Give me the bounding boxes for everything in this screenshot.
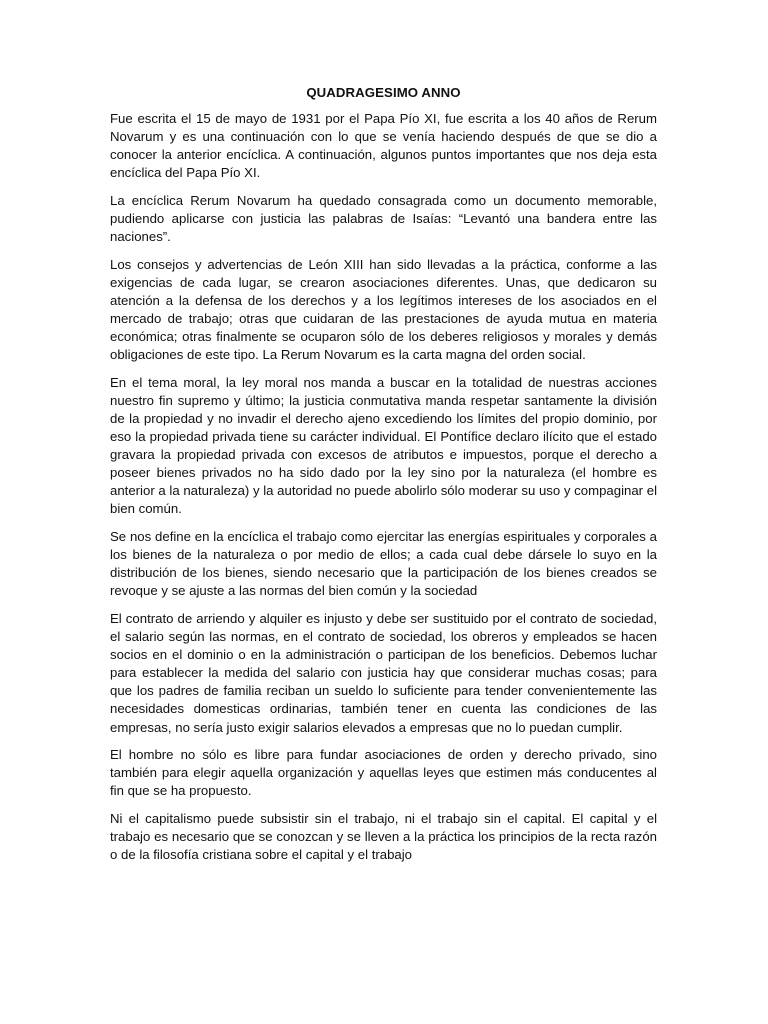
document-page xyxy=(110,84,657,874)
paragraph-3: Los consejos y advertencias de León XIII han sido llevadas a la práctica, conforme a las exigencias de cada lugar, se crearon asociaciones diferentes. Unas, que dedicaron su atención a la defensa de los derechos y a los legítimos intereses de los asociados en el mercado de trabajo; otras que cuidaran de las prestaciones de ayuda mutua en materia económica; otras finalmente se ocuparon sólo de los deberes religiosos y morales y demás obligaciones de este tipo. La Rerum Novarum es la carta magna del orden social. xyxy=(110,256,657,363)
paragraph-4: En el tema moral, la ley moral nos manda a buscar en la totalidad de nuestras acciones nuestro fin supremo y último; la justicia conmutativa manda respetar santamente la división de la propiedad y no invadir el derecho ajeno excediendo los límites del propio dominio, por eso la propiedad privada tiene su carácter individual. El Pontífice declaro ilícito que el estado gravara la propiedad privada con excesos de atributos e impuestos, porque el derecho a poseer bienes privados no ha sido dado por la ley sino por la naturaleza (el hombre es anterior a la naturaleza) y la autoridad no puede abolirlo sólo moderar su uso y compaginar el bien común. xyxy=(110,374,657,517)
paragraph-8: Ni el capitalismo puede subsistir sin el trabajo, ni el trabajo sin el capital. El capital y el trabajo es necesario que se conozcan y se lleven a la práctica los principios de la recta razón o de la filosofía cristiana sobre el capital y el trabajo xyxy=(110,810,657,863)
paragraph-7: El hombre no sólo es libre para fundar asociaciones de orden y derecho privado, sino también para elegir aquella organización y aquellas leyes que estimen más conducentes al fin que se ha propuesto. xyxy=(110,747,657,799)
paragraph-1: Fue escrita el 15 de mayo de 1931 por el Papa Pío XI, fue escrita a los 40 años de Rerum Novarum y es una continuación con lo que se venía haciendo después de que se dio a conocer la anterior encíclica. A continuación, algunos puntos importantes que nos deja esta encíclica del Papa Pío XI. xyxy=(110,111,657,181)
paragraph-2: La encíclica Rerum Novarum ha quedado consagrada como un documento memorable, pudiendo aplicarse con justicia las palabras de Isaías: “Levantó una bandera entre las naciones”. xyxy=(110,192,657,245)
paragraph-6: El contrato de arriendo y alquiler es injusto y debe ser sustituido por el contrato de sociedad, el salario según las normas, en el contrato de sociedad, los obreros y empleados se hacen socios en el dominio o en la administración o participan de los beneficios. Debemos luchar para establecer la medida del salario con justicia hay que considerar muchas cosas; para que los padres de familia reciban un sueldo lo suficiente para tender convenientemente las necesidades domesticas ordinarias, también tener en cuenta las condiciones de las empresas, no sería justo exigir salarios elevados a empresas que no lo puedan cumplir. xyxy=(110,610,657,735)
paragraph-5: Se nos define en la encíclica el trabajo como ejercitar las energías espirituales y corporales a los bienes de la naturaleza o por medio de ellos; a cada cual debe dársele lo suyo en la distribución de los bienes, siendo necesario que la participación de los bienes creados se revoque y se ajuste a las normas del bien común y la sociedad xyxy=(110,529,657,599)
document-title: QUADRAGESIMO ANNO xyxy=(306,85,461,100)
